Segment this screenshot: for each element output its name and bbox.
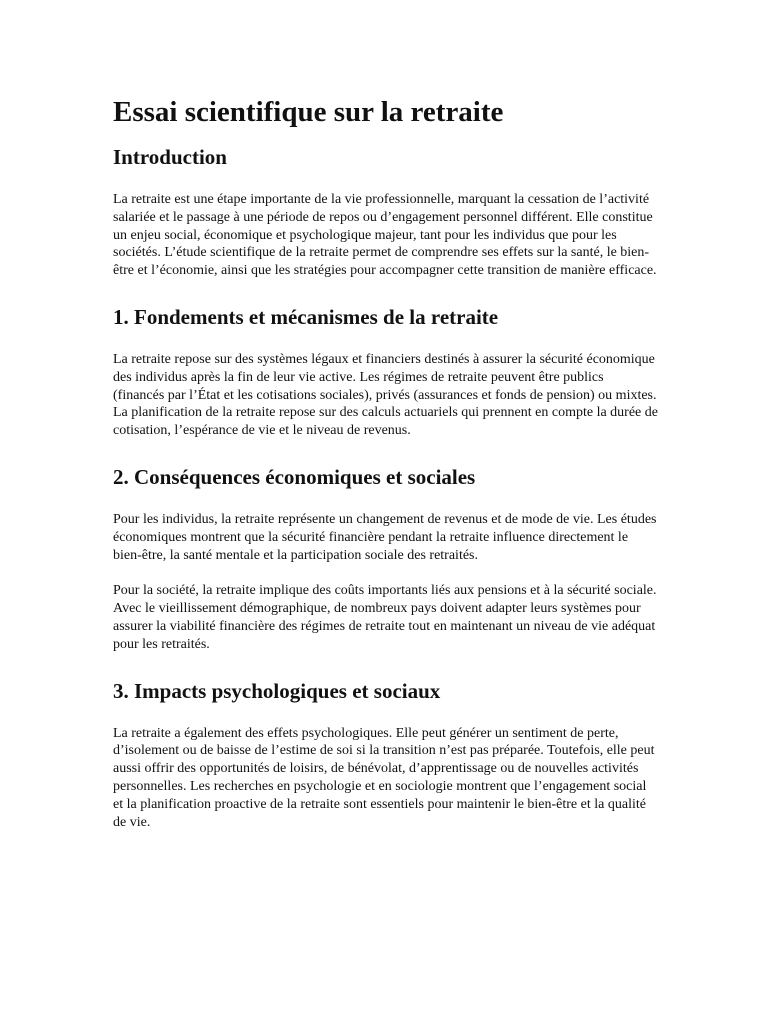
section-paragraph: La retraite est une étape importante de la vie professionnelle, marquant la cessation de l’activité salariée et le passage à une période de repos ou d’engagement personnel différent. Elle constitue un enjeu social, économique et psychologique majeur, tant pour les individus que pour les sociétés. L’étude scientifique de la retraite permet de comprendre ses effets sur la santé, le bien-être et l’économie, ainsi que les stratégies pour accompagner cette transition de manière efficace. xyxy=(113,192,657,279)
section-introduction xyxy=(113,143,658,280)
section-paragraph: La retraite a également des effets psychologiques. Elle peut générer un sentiment de perte, d’isolement ou de baisse de l’estime de soi si la transition n’est pas préparée. Toutefois, elle peut aussi offrir des opportunités de loisirs, de bénévolat, d’apprentissage ou de nouvelles activités personnelles. Les recherches en psychologie et en sociologie montrent que l’engagement social et la planification proactive de la retraite sont essentiels pour maintenir le bien-être et la qualité de vie. xyxy=(113,725,655,830)
document-title: Essai scientifique sur la retraite xyxy=(113,96,504,128)
section-heading: 3. Impacts psychologiques et sociaux xyxy=(113,678,441,703)
section-consequences xyxy=(113,463,658,654)
section-paragraph: Pour les individus, la retraite représente un changement de revenus et de mode de vie. Les études économiques montrent que la sécurité financière pendant la retraite influence directement le bien-être, la santé mentale et la participation sociale des retraités. xyxy=(113,511,657,563)
document-page xyxy=(113,92,658,849)
section-fondements xyxy=(113,303,658,440)
section-heading: 2. Conséquences économiques et sociales xyxy=(113,464,476,489)
section-heading: 1. Fondements et mécanismes de la retraite xyxy=(113,304,499,329)
section-heading: Introduction xyxy=(113,145,227,169)
section-impacts xyxy=(113,677,658,832)
section-paragraph: Pour la société, la retraite implique des coûts importants liés aux pensions et à la sécurité sociale. Avec le vieillissement démographique, de nombreux pays doivent adapter leurs systèmes pour assurer la viabilité financière des régimes de retraite tout en maintenant un niveau de vie adéquat pour les retraités. xyxy=(113,583,657,652)
section-paragraph: La retraite repose sur des systèmes légaux et financiers destinés à assurer la sécurité économique des individus après la fin de leur vie active. Les régimes de retraite peuvent être publics (financés par l’État et les cotisations sociales), privés (assurances et fonds de pension) ou mixtes. La planification de la retraite repose sur des calculs actuariels qui prennent en compte la durée de cotisation, l’espérance de vie et le niveau de revenus. xyxy=(113,351,658,439)
